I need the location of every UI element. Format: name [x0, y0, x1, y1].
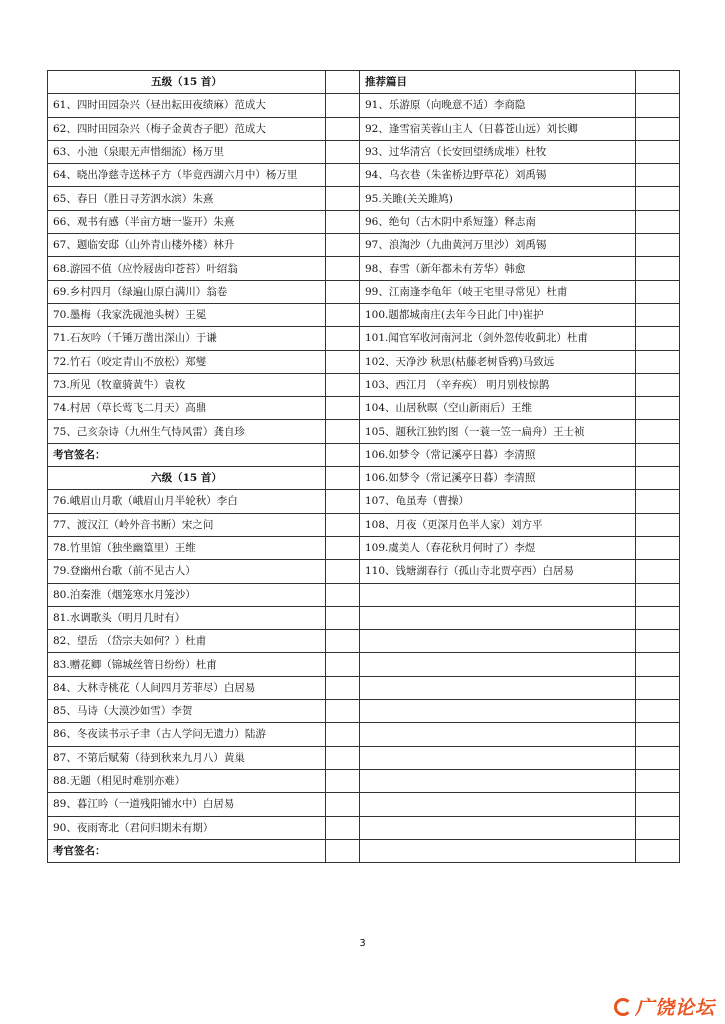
grade5-item: 68.游园不值（应怜屐齿印苍苔）叶绍翁: [48, 257, 326, 280]
table-row: [48, 140, 680, 163]
check-cell[interactable]: [326, 443, 360, 466]
grade6-item: 84、大林寺桃花（人间四月芳菲尽）白居易: [48, 676, 326, 699]
recommended-item: 100.题都城南庄(去年今日此门中)崔护: [360, 303, 636, 326]
check-cell[interactable]: [326, 560, 360, 583]
table-row: [48, 210, 680, 233]
recommended-item: 99、江南逢李龟年（岐王宅里寻常见）杜甫: [360, 280, 636, 303]
check-cell[interactable]: [326, 793, 360, 816]
check-cell[interactable]: [636, 630, 680, 653]
check-cell[interactable]: [326, 606, 360, 629]
table-row: [48, 513, 680, 536]
table-row: [48, 164, 680, 187]
check-cell[interactable]: [326, 769, 360, 792]
recommended-header: 推荐篇目: [360, 71, 636, 94]
empty-cell: [360, 769, 636, 792]
table-row: [48, 71, 680, 94]
table-row: [48, 793, 680, 816]
check-cell[interactable]: [636, 583, 680, 606]
grade5-item: 67、题临安邸（山外青山楼外楼）林升: [48, 234, 326, 257]
check-cell[interactable]: [326, 676, 360, 699]
empty-cell: [360, 630, 636, 653]
check-cell[interactable]: [636, 350, 680, 373]
table-row: [48, 583, 680, 606]
recommended-item: 103、西江月 （辛弃疾） 明月别枝惊鹊: [360, 373, 636, 396]
table-row: [48, 94, 680, 117]
check-cell[interactable]: [636, 327, 680, 350]
check-cell[interactable]: [636, 793, 680, 816]
table-row: [48, 443, 680, 466]
grade6-item: 81.水调歌头（明月几时有）: [48, 606, 326, 629]
table-row: [48, 769, 680, 792]
check-cell[interactable]: [326, 257, 360, 280]
check-cell[interactable]: [636, 303, 680, 326]
check-cell[interactable]: [326, 723, 360, 746]
check-cell[interactable]: [326, 117, 360, 140]
grade6-item: 80.泊秦淮（烟笼寒水月笼沙）: [48, 583, 326, 606]
grade6-item: 83.赠花卿（锦城丝管日纷纷）杜甫: [48, 653, 326, 676]
check-cell[interactable]: [636, 234, 680, 257]
check-cell[interactable]: [636, 723, 680, 746]
table-row: [48, 676, 680, 699]
grade6-item: 78.竹里馆（独坐幽篁里）王维: [48, 536, 326, 559]
table-row: [48, 397, 680, 420]
check-cell[interactable]: [326, 164, 360, 187]
check-cell[interactable]: [636, 560, 680, 583]
check-cell[interactable]: [326, 700, 360, 723]
table-row: [48, 373, 680, 396]
grade5-item: 71.石灰吟（千锤万凿出深山）于谦: [48, 327, 326, 350]
recommended-item: 110、钱塘湖春行（孤山寺北贾亭西）白居易: [360, 560, 636, 583]
check-cell[interactable]: [326, 303, 360, 326]
check-cell[interactable]: [636, 164, 680, 187]
recommended-item: 104、山居秋暝（空山新雨后）王维: [360, 397, 636, 420]
empty-cell: [360, 606, 636, 629]
check-cell[interactable]: [326, 187, 360, 210]
check-cell[interactable]: [636, 280, 680, 303]
table-row: [48, 653, 680, 676]
check-cell[interactable]: [326, 94, 360, 117]
check-cell[interactable]: [636, 700, 680, 723]
grade6-item: 87、不第后赋菊（待到秋来九月八）黄巢: [48, 746, 326, 769]
site-logo: [614, 993, 715, 1020]
grade5-item: 74.村居（草长莺飞二月天）高鼎: [48, 397, 326, 420]
check-cell[interactable]: [326, 513, 360, 536]
recommended-item: 102、天净沙 秋思(枯藤老树昏鸦)马致远: [360, 350, 636, 373]
grade5-item: 72.竹石（咬定青山不放松）郑燮: [48, 350, 326, 373]
check-cell[interactable]: [326, 373, 360, 396]
recommended-item: 96、绝句（古木阴中系短篷）释志南: [360, 210, 636, 233]
check-cell[interactable]: [636, 676, 680, 699]
check-cell[interactable]: [636, 443, 680, 466]
check-cell[interactable]: [636, 117, 680, 140]
check-cell[interactable]: [326, 280, 360, 303]
check-cell[interactable]: [326, 327, 360, 350]
grade6-item: 76.峨眉山月歌（峨眉山月半轮秋）李白: [48, 490, 326, 513]
table-row: [48, 467, 680, 490]
recommended-item: 98、春雪（新年都未有芳华）韩愈: [360, 257, 636, 280]
recommended-item: 101.闻官军收河南河北（剑外忽传收蓟北）杜甫: [360, 327, 636, 350]
grade5-item: 73.所见（牧童骑黄牛）袁枚: [48, 373, 326, 396]
check-cell[interactable]: [326, 583, 360, 606]
check-cell[interactable]: [326, 350, 360, 373]
check-cell[interactable]: [326, 746, 360, 769]
grade6-item: 90、夜雨寄北（君问归期未有期）: [48, 816, 326, 839]
check-cell[interactable]: [636, 653, 680, 676]
grade5-item: 69.乡村四月（绿遍山原白满川）翁卷: [48, 280, 326, 303]
check-cell[interactable]: [326, 140, 360, 163]
recommended-item: 95.关雎(关关雎鸠): [360, 187, 636, 210]
recommended-item: 93、过华清宫（长安回望绣成堆）杜牧: [360, 140, 636, 163]
grade6-item: 85、马诗（大漠沙如雪）李贺: [48, 700, 326, 723]
empty-cell: [360, 676, 636, 699]
table-row: [48, 723, 680, 746]
grade6-item: 89、暮江吟（一道残阳铺水中）白居易: [48, 793, 326, 816]
recommended-item: 97、浪淘沙（九曲黄河万里沙）刘禹锡: [360, 234, 636, 257]
grade5-item: 65、春日（胜日寻芳泗水滨）朱熹: [48, 187, 326, 210]
grade5-item: 63、小池（泉眼无声惜细流）杨万里: [48, 140, 326, 163]
table-row: [48, 490, 680, 513]
recommended-item: 106.如梦令（常记溪亭日暮）李清照: [360, 443, 636, 466]
logo-icon: [614, 998, 632, 1016]
grade6-item: 79.登幽州台歌（前不见古人）: [48, 560, 326, 583]
check-cell[interactable]: [636, 257, 680, 280]
check-cell[interactable]: [636, 816, 680, 839]
table-row: [48, 350, 680, 373]
empty-cell: [360, 723, 636, 746]
check-cell[interactable]: [636, 513, 680, 536]
grade5-item: 70.墨梅（我家洗砚池头树）王冕: [48, 303, 326, 326]
empty-cell: [360, 816, 636, 839]
check-cell[interactable]: [636, 606, 680, 629]
empty-cell: [360, 583, 636, 606]
table-row: [48, 816, 680, 839]
check-cell[interactable]: [636, 769, 680, 792]
grade5-item: 62、四时田园杂兴（梅子金黄杏子肥）范成大: [48, 117, 326, 140]
check-cell[interactable]: [326, 467, 360, 490]
check-cell[interactable]: [326, 816, 360, 839]
table-row: [48, 187, 680, 210]
table-row: [48, 606, 680, 629]
table-row: [48, 280, 680, 303]
table-row: [48, 700, 680, 723]
empty-cell: [360, 839, 636, 862]
grade5-item: 66、观书有感（半亩方塘一鉴开）朱熹: [48, 210, 326, 233]
grade5-item: 64、晓出净慈寺送林子方（毕竟西湖六月中）杨万里: [48, 164, 326, 187]
check-cell[interactable]: [636, 71, 680, 94]
grade6-item: 88.无题（相见时难别亦难）: [48, 769, 326, 792]
check-cell[interactable]: [636, 490, 680, 513]
check-cell[interactable]: [636, 467, 680, 490]
check-cell[interactable]: [636, 397, 680, 420]
poem-checklist-table: [47, 70, 680, 863]
check-cell[interactable]: [636, 839, 680, 862]
recommended-item: 94、乌衣巷（朱雀桥边野草花）刘禹锡: [360, 164, 636, 187]
grade5-header: 五级（15 首）: [48, 71, 326, 94]
table-row: [48, 746, 680, 769]
recommended-item: 108、月夜（更深月色半人家）刘方平: [360, 513, 636, 536]
check-cell[interactable]: [636, 140, 680, 163]
table-row: [48, 234, 680, 257]
table-row: [48, 420, 680, 443]
page-number: 3: [359, 938, 366, 949]
check-cell[interactable]: [326, 234, 360, 257]
recommended-item: 105、题秋江独钓图（一蓑一笠一扁舟）王士祯: [360, 420, 636, 443]
check-cell[interactable]: [636, 373, 680, 396]
recommended-item: 109.虞美人（春花秋月何时了）李煜: [360, 536, 636, 559]
check-cell[interactable]: [326, 71, 360, 94]
check-cell[interactable]: [636, 420, 680, 443]
check-cell[interactable]: [326, 839, 360, 862]
table-row: [48, 303, 680, 326]
logo-text: 广饶论坛: [634, 997, 715, 1019]
table-row: [48, 536, 680, 559]
check-cell[interactable]: [326, 420, 360, 443]
grade6-header: 六级（15 首）: [48, 467, 326, 490]
grade6-item: 77、渡汉江（岭外音书断）宋之问: [48, 513, 326, 536]
check-cell[interactable]: [326, 536, 360, 559]
check-cell[interactable]: [636, 746, 680, 769]
empty-cell: [360, 700, 636, 723]
check-cell[interactable]: [636, 187, 680, 210]
table-row: [48, 117, 680, 140]
table-row: [48, 257, 680, 280]
recommended-item: 91、乐游原（向晚意不适）李商隐: [360, 94, 636, 117]
check-cell[interactable]: [326, 653, 360, 676]
examiner-signature-label: 考官签名：: [48, 443, 326, 466]
recommended-item: 106.如梦令（常记溪亭日暮）李清照: [360, 467, 636, 490]
check-cell[interactable]: [636, 94, 680, 117]
grade6-item: 82、望岳 （岱宗夫如何？）杜甫: [48, 630, 326, 653]
empty-cell: [360, 653, 636, 676]
table-row: [48, 839, 680, 862]
check-cell[interactable]: [326, 630, 360, 653]
recommended-item: 107、龟虽寿（曹操）: [360, 490, 636, 513]
recommended-item: 92、逢雪宿芙蓉山主人（日暮苍山远）刘长卿: [360, 117, 636, 140]
table-row: [48, 560, 680, 583]
check-cell[interactable]: [326, 210, 360, 233]
check-cell[interactable]: [636, 536, 680, 559]
examiner-signature-label: 考官签名：: [48, 839, 326, 862]
check-cell[interactable]: [326, 397, 360, 420]
check-cell[interactable]: [326, 490, 360, 513]
table-row: [48, 630, 680, 653]
table-row: [48, 327, 680, 350]
check-cell[interactable]: [636, 210, 680, 233]
empty-cell: [360, 793, 636, 816]
grade6-item: 86、冬夜读书示子聿（古人学问无遗力）陆游: [48, 723, 326, 746]
empty-cell: [360, 746, 636, 769]
grade5-item: 75、己亥杂诗（九州生气恃风雷）龚自珍: [48, 420, 326, 443]
grade5-item: 61、四时田园杂兴（昼出耘田夜绩麻）范成大: [48, 94, 326, 117]
